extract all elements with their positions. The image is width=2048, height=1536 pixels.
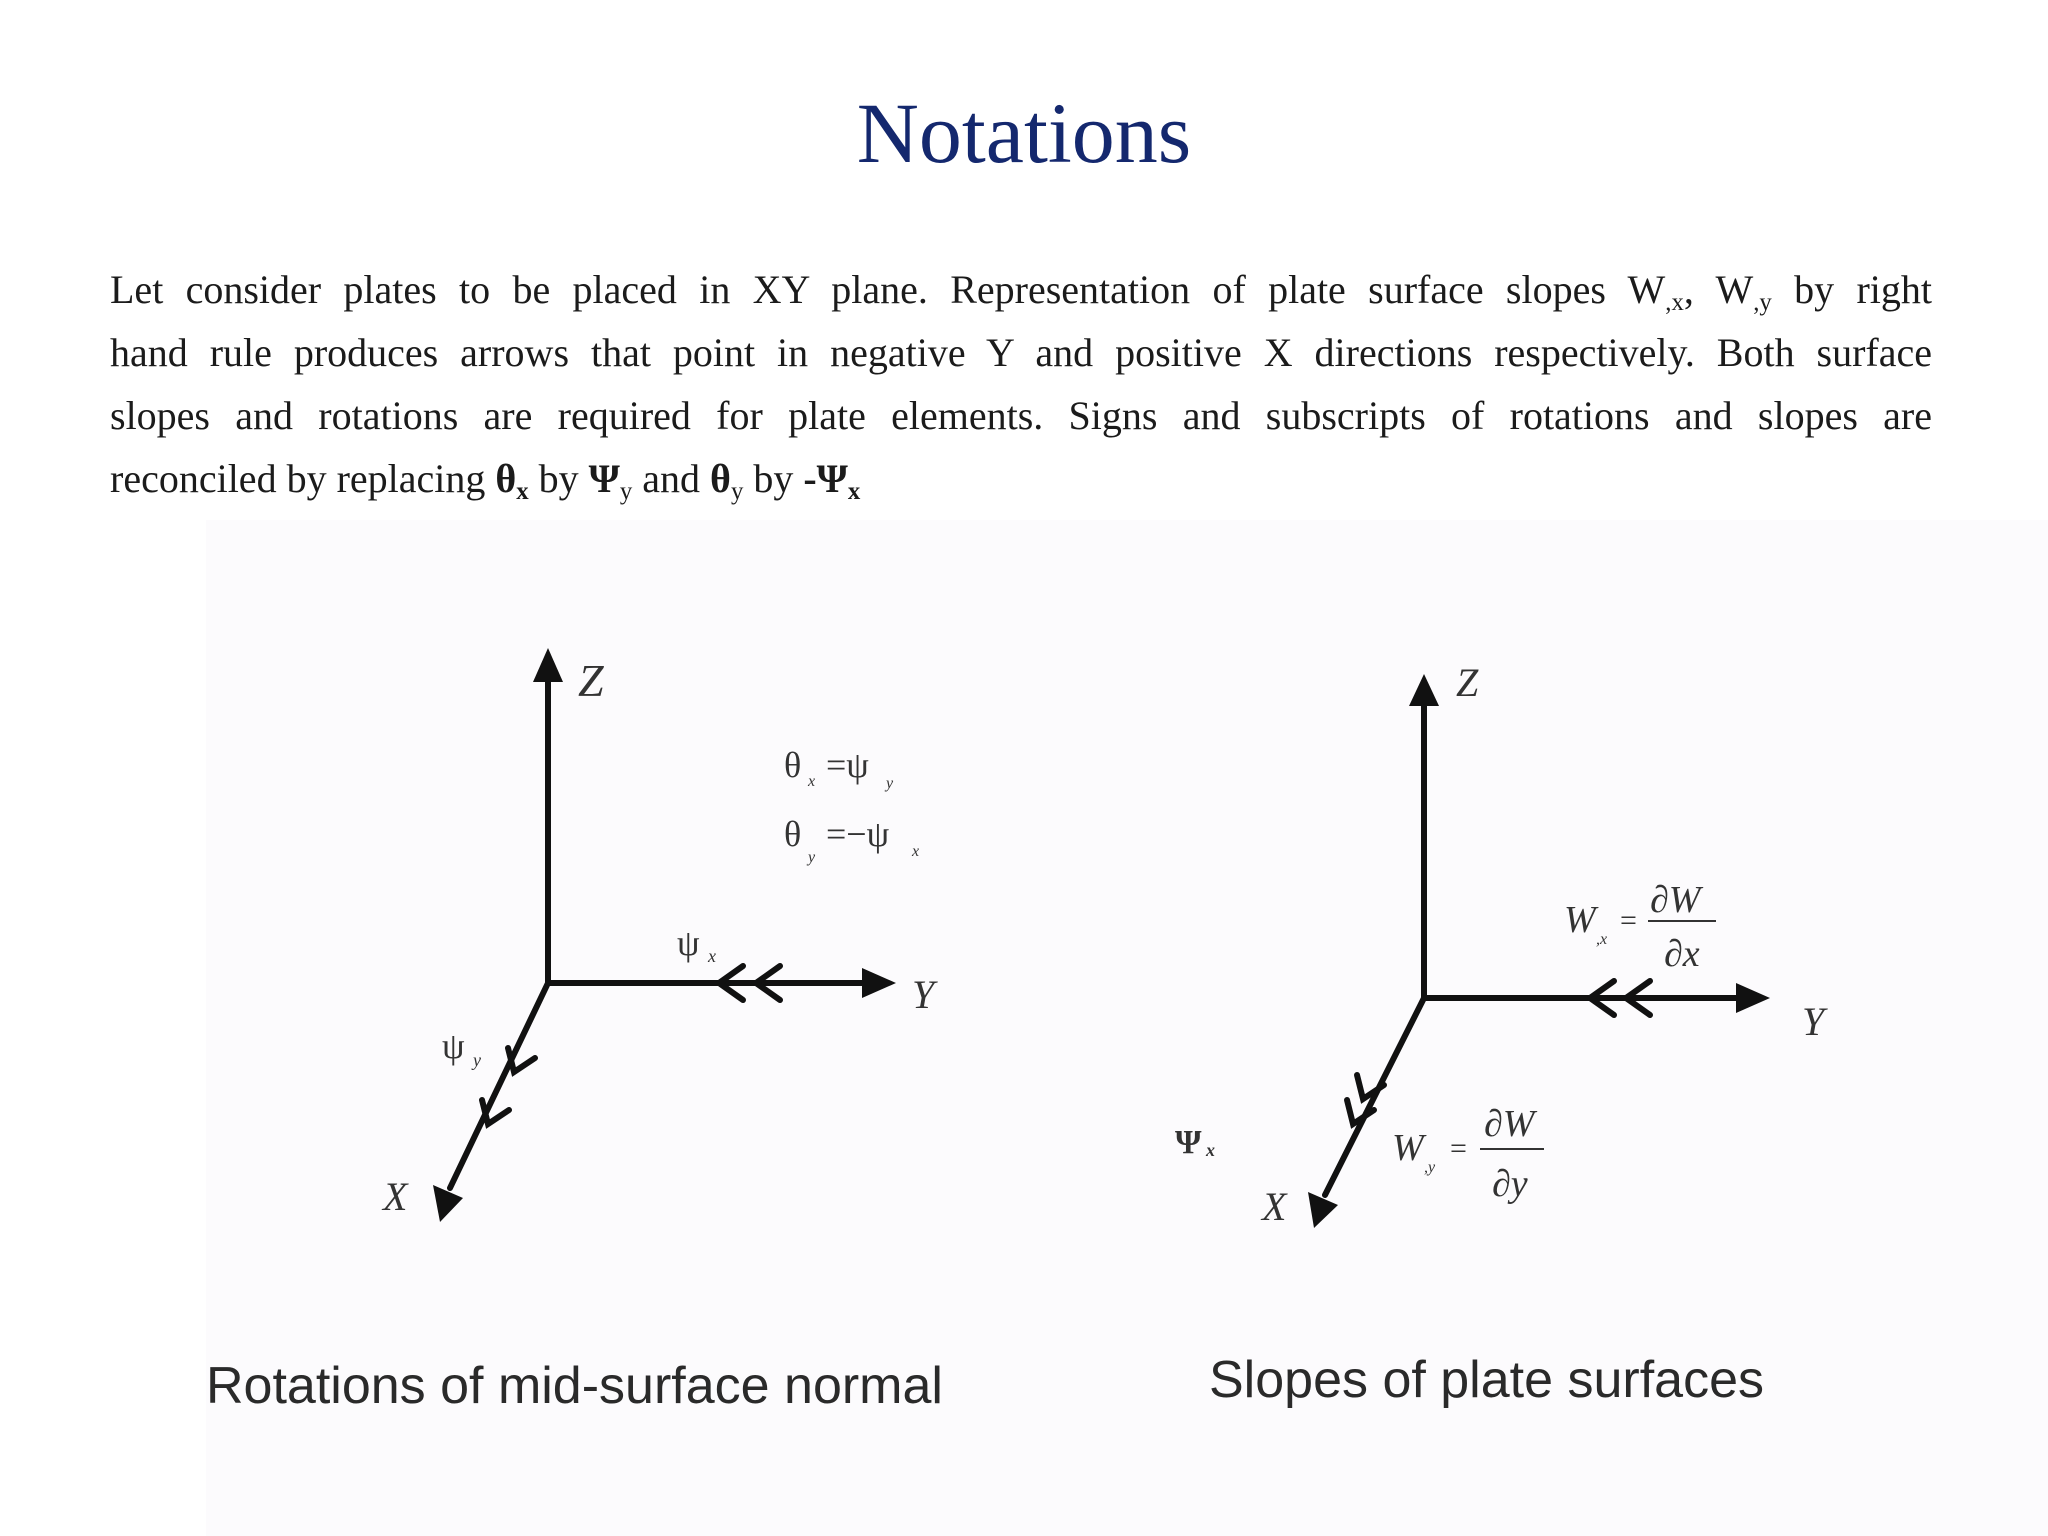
left-z-label: Z: [578, 655, 604, 706]
left-x-arrow-chevron: [482, 1100, 509, 1124]
text-segment: , W: [1683, 267, 1754, 312]
right-labels: [1175, 660, 1828, 1229]
eq1-rhs-sub: y: [886, 775, 894, 792]
symbol-theta: θ: [495, 456, 517, 501]
right-x-arrowhead: [1308, 1192, 1338, 1228]
symbol-theta: θ: [710, 456, 731, 501]
left-x-label: X: [383, 1174, 408, 1219]
slide-title: Notations: [856, 85, 1192, 181]
text-segment: Let consider plates to be placed in XY plane. Representation of plate surface slopes W: [110, 267, 1666, 312]
left-psi-x-label: ψ: [677, 923, 700, 963]
subscript: x: [516, 477, 529, 505]
wy-sub: ,y: [1424, 1159, 1436, 1176]
wx-lhs: W: [1564, 899, 1596, 941]
right-arrowheads: [1308, 674, 1770, 1228]
left-x-axis: [450, 983, 548, 1188]
left-psi-y-label: ψ: [442, 1026, 465, 1066]
wy-lhs: W: [1392, 1127, 1424, 1169]
right-z-arrowhead: [1409, 674, 1439, 706]
wx-sub: ,x: [1596, 931, 1608, 948]
wy-denominator: ∂y: [1492, 1163, 1528, 1205]
right-z-label: Z: [1456, 660, 1479, 705]
eq2-rhs-sub: x: [912, 843, 920, 860]
right-psi-x-label: Ψ: [1175, 1124, 1202, 1161]
paragraph-line-2: hand rule produces arrows that point in negative Y and positive X directions respectively. Both surface: [110, 330, 1932, 375]
right-caption: Slopes of plate surfaces: [1209, 1351, 1764, 1409]
text-segment: and: [632, 456, 711, 501]
subscript: ,y: [1753, 288, 1772, 316]
left-caption: Rotations of mid-surface normal: [206, 1357, 943, 1415]
text-segment: reconciled by replacing: [110, 456, 496, 501]
wy-numerator: ∂W: [1484, 1103, 1535, 1145]
subscript: y: [730, 477, 744, 505]
text-segment: by: [528, 456, 589, 501]
right-psi-x-sub: x: [1206, 1140, 1215, 1160]
text-segment: by: [743, 456, 804, 501]
left-y-arrowhead: [862, 968, 896, 998]
left-z-arrowhead: [533, 648, 563, 682]
paragraph-line-3: slopes and rotations are required for plate elements. Signs and subscripts of rotations and slopes are: [110, 393, 1932, 438]
right-y-label: Y: [1802, 999, 1825, 1044]
right-x-arrow-chevron: [1357, 1075, 1384, 1099]
subscript: ,x: [1665, 288, 1684, 316]
eq2-rhs: =−ψ: [826, 814, 890, 854]
left-arrowheads: [433, 648, 896, 1222]
left-psi-x-sub: x: [708, 946, 716, 966]
wy-equals: =: [1450, 1132, 1467, 1165]
eq1-theta: θ: [784, 745, 802, 785]
wx-denominator: ∂x: [1664, 933, 1700, 975]
left-labels: [381, 655, 938, 1219]
wx-numerator: ∂W: [1650, 879, 1701, 921]
right-y-arrowhead: [1736, 983, 1770, 1013]
text-segment: by right: [1771, 267, 1933, 312]
left-y-label: Y: [912, 972, 935, 1017]
eq2-theta-sub: y: [808, 849, 816, 866]
symbol-neg-psi: -Ψ: [803, 456, 848, 501]
eq2-theta: θ: [784, 814, 802, 854]
symbol-psi: Ψ: [588, 456, 620, 501]
subscript: y: [619, 477, 633, 505]
eq1-rhs: =ψ: [826, 745, 869, 785]
eq1-theta-sub: x: [808, 773, 816, 790]
wx-equals: =: [1620, 904, 1637, 937]
left-psi-y-sub: y: [473, 1050, 481, 1070]
subscript: x: [847, 477, 861, 505]
left-x-arrowhead: [433, 1185, 463, 1222]
right-x-label: X: [1262, 1184, 1287, 1229]
